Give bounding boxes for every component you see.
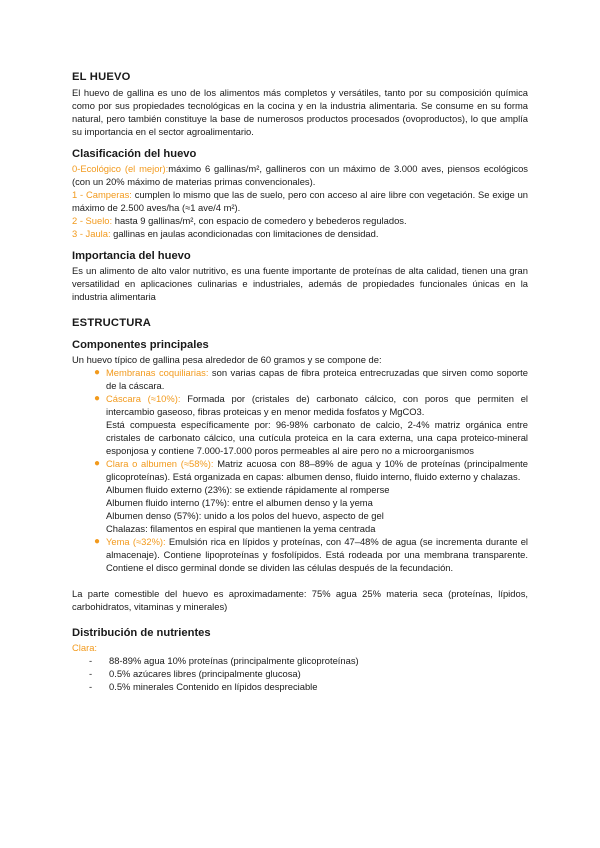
distribucion-list <box>72 654 528 693</box>
importancia-paragraph: Es un alimento de alto valor nutritivo, es una fuente importante de proteínas de alta calidad, tienen una gran versatilidad en aplicaciones culinarias e industriales, además de propiedades funcionales únicas en la industria alimentaria <box>72 265 528 302</box>
bullet-icon: ● <box>94 367 101 378</box>
list-item-nutriente: - 0.5% minerales Contenido en lípidos despreciable <box>89 681 318 692</box>
list-item-cascara: ● Cáscara (≈10%): Formada por (cristales de) carbonato cálcico, con poros que permiten el intercambio gaseoso, fibras proteicas y en menor medida fosfatos y MgCO3. Está compuesta específicamente por: 96-98% carbonato de calcio, 2-4% matriz orgánica entre cristales de carbonato cálcico, una cutícula proteica en la cara externa, una capa proteico-mineral esponjosa y contiene 7.000-17.000 poros permeables al aire pero no a microorganismos <box>94 393 528 456</box>
label-suelo: 2 - Suelo: <box>72 215 115 226</box>
section-title-el-huevo: EL HUEVO <box>72 71 131 83</box>
heading-distribucion: Distribución de nutrientes <box>72 627 211 639</box>
bullet-icon: ● <box>94 393 101 404</box>
clara-line: Chalazas: filamentos en espiral que mantienen la yema centrada <box>106 523 376 534</box>
bullet-icon: ● <box>94 458 101 469</box>
componentes-list <box>72 366 528 574</box>
label-ecologico: 0-Ecológico (el mejor): <box>72 163 169 174</box>
clasificacion-item-camperas: 1 - Camperas: cumplen lo mismo que las de suelo, pero con acceso al aire libre con vegetación. Se exige un máximo de 2.500 aves/ha (≈1 ave/4 m²). <box>72 189 529 213</box>
list-item-membranas: ● Membranas coquiliarias: son varias capas de fibra proteica entrecruzadas que sirven como soporte de la cáscara. <box>94 367 528 391</box>
heading-importancia: Importancia del huevo <box>72 250 191 262</box>
label-jaula: 3 - Jaula: <box>72 228 114 239</box>
clasificacion-item-suelo: 2 - Suelo: hasta 9 gallinas/m², con espacio de comedero y bebederos regulados. <box>72 215 407 226</box>
label-camperas: 1 - Camperas: <box>72 189 135 200</box>
comestible-paragraph: La parte comestible del huevo es aproximadamente: 75% agua 25% materia seca (proteínas, lípidos, carbohidratos, vitaminas y minerales) <box>72 588 528 612</box>
clara-line: Albumen denso (57%): unido a los polos del huevo, aspecto de gel <box>106 510 384 521</box>
clara-line: Albumen fluido interno (17%): entre el albumen denso y la yema <box>106 497 373 508</box>
list-item-nutriente: - 0.5% azúcares libres (principalmente glucosa) <box>89 668 301 679</box>
clasificacion-item-jaula: 3 - Jaula: gallinas en jaulas acondicionadas con limitaciones de densidad. <box>72 228 379 239</box>
clara-line: Albumen fluido externo (23%): se extiende rápidamente al romperse <box>106 484 390 495</box>
heading-clasificacion: Clasificación del huevo <box>72 148 197 160</box>
list-item-yema: ● Yema (≈32%): Emulsión rica en lípidos y proteínas, con 47–48% de agua (se incrementa durante el almacenaje). Contiene lipoproteínas y fosfolípidos. Está rodeada por una membrana transparente. Contiene el disco germinal donde se dividen las células después de la fecundación. <box>94 536 528 573</box>
clasificacion-item-ecologico: 0-Ecológico (el mejor):máximo 6 gallinas/m², gallineros con un máximo de 3.000 aves, piensos ecológicos (con un 20% máximo de materias primas convencionales). <box>72 163 528 187</box>
list-item-clara: ● Clara o albumen (≈58%): Matriz acuosa con 88–89% de agua y 10% de proteínas (principalmente glicoproteínas). Está organizada en capas: albumen denso, fluido interno, fluido externo y chalazas. Albumen fluido externo (23%): se extiende rápidamente al romperse Albumen fluido interno (17%): entre el albumen denso y la yema Albumen denso (57%): unido a los polos del huevo, aspecto de gel Chalazas: filamentos en espiral que mantienen la yema centrada <box>94 458 528 534</box>
heading-componentes: Componentes principales <box>72 339 209 351</box>
intro-paragraph: El huevo de gallina es uno de los alimentos más completos y versátiles, tanto por su composición química como por sus propiedades tecnológicas en la cocina y en la industria alimentaria. Se consume en su forma natural, pero también constituye la base de numerosos productos procesados (ovoproductos), lo que amplía su importancia en el sector agroalimentario. <box>72 87 528 137</box>
section-title-estructura: ESTRUCTURA <box>72 317 152 329</box>
list-item-nutriente: - 88-89% agua 10% proteínas (principalmente glicoproteínas) <box>89 655 359 666</box>
componentes-intro: Un huevo típico de gallina pesa alrededor de 60 gramos y se compone de: <box>72 354 382 365</box>
bullet-icon: ● <box>94 536 101 547</box>
clara-label: Clara: <box>72 642 98 653</box>
cascara-detail: Está compuesta específicamente por: 96-98% carbonato de calcio, 2-4% matriz orgánica entre cristales de carbonato cálcico, una cutícula proteica en la cara externa, una capa proteico-mineral esponjosa y contiene 7.000-17.000 poros permeables al aire pero no a microorganismos <box>106 419 528 456</box>
